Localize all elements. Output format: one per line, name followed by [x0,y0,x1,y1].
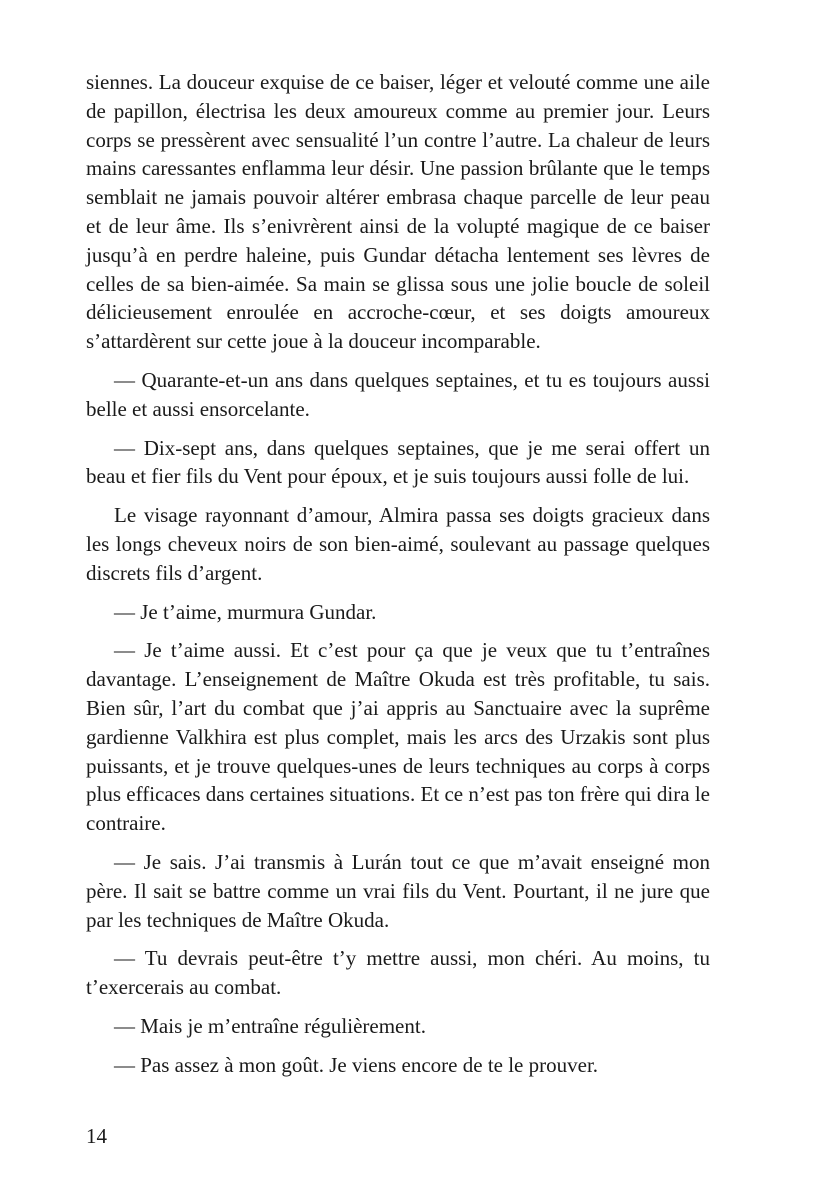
paragraph: siennes. La douceur exquise de ce baiser, léger et velouté comme une aile de papillon, électrisa les deux amoureux comme au premier jour. Leurs corps se pressèrent avec sensualité l’un contre l’autre. La chaleur de leurs mains caressantes enflamma leur désir. Une passion brûlante que le temps semblait ne jamais pouvoir altérer embrasa chaque parcelle de leur peau et de leur âme. Ils s’enivrèrent ainsi de la volupté magique de ce baiser jusqu’à en perdre haleine, puis Gundar détacha lentement ses lèvres de celles de sa bien-aimée. Sa main se glissa sous une jolie boucle de soleil délicieusement enroulée en accroche-cœur, et ses doigts amoureux s’attardèrent sur cette joue à la douceur incomparable. [86,70,710,354]
dialogue-paragraph: — Dix-sept ans, dans quelques septaines, que je me serai offert un beau et fier fils du Vent pour époux, et je suis toujours aussi folle de lui. [86,435,710,489]
page-number: 14 [86,1124,107,1148]
dialogue-paragraph: — Je t’aime, murmura Gundar. [114,599,377,624]
dialogue-paragraph: — Quarante-et-un ans dans quelques septaines, et tu es toujours aussi belle et aussi ensorcelante. [86,367,710,421]
paragraph: Le visage rayonnant d’amour, Almira passa ses doigts gracieux dans les longs cheveux noirs de son bien-aimé, soulevant au passage quelques discrets fils d’argent. [86,503,710,585]
dialogue-paragraph: — Je t’aime aussi. Et c’est pour ça que je veux que tu t’entraînes davantage. L’enseignement de Maître Okuda est très profitable, tu sais. Bien sûr, l’art du combat que j’ai appris au Sanctuaire avec la suprême gardienne Valkhira est plus complet, mais les arcs des Urzakis sont plus puissants, et je trouve quelques-unes de leurs techniques au corps à corps plus efficaces dans certaines situations. Et ce n’est pas ton frère qui dira le contraire. [86,638,710,836]
dialogue-paragraph: — Je sais. J’ai transmis à Lurán tout ce que m’avait enseigné mon père. Il sait se battre comme un vrai fils du Vent. Pourtant, il ne jure que par les techniques de Maître Okuda. [86,849,710,932]
dialogue-paragraph: — Pas assez à mon goût. Je viens encore de te le prouver. [114,1052,599,1077]
dialogue-paragraph: — Tu devrais peut-être t’y mettre aussi, mon chéri. Au moins, tu t’exercerais au combat. [86,946,710,1000]
body-text [86,68,710,1090]
dialogue-paragraph: — Mais je m’entraîne régulièrement. [114,1013,426,1038]
